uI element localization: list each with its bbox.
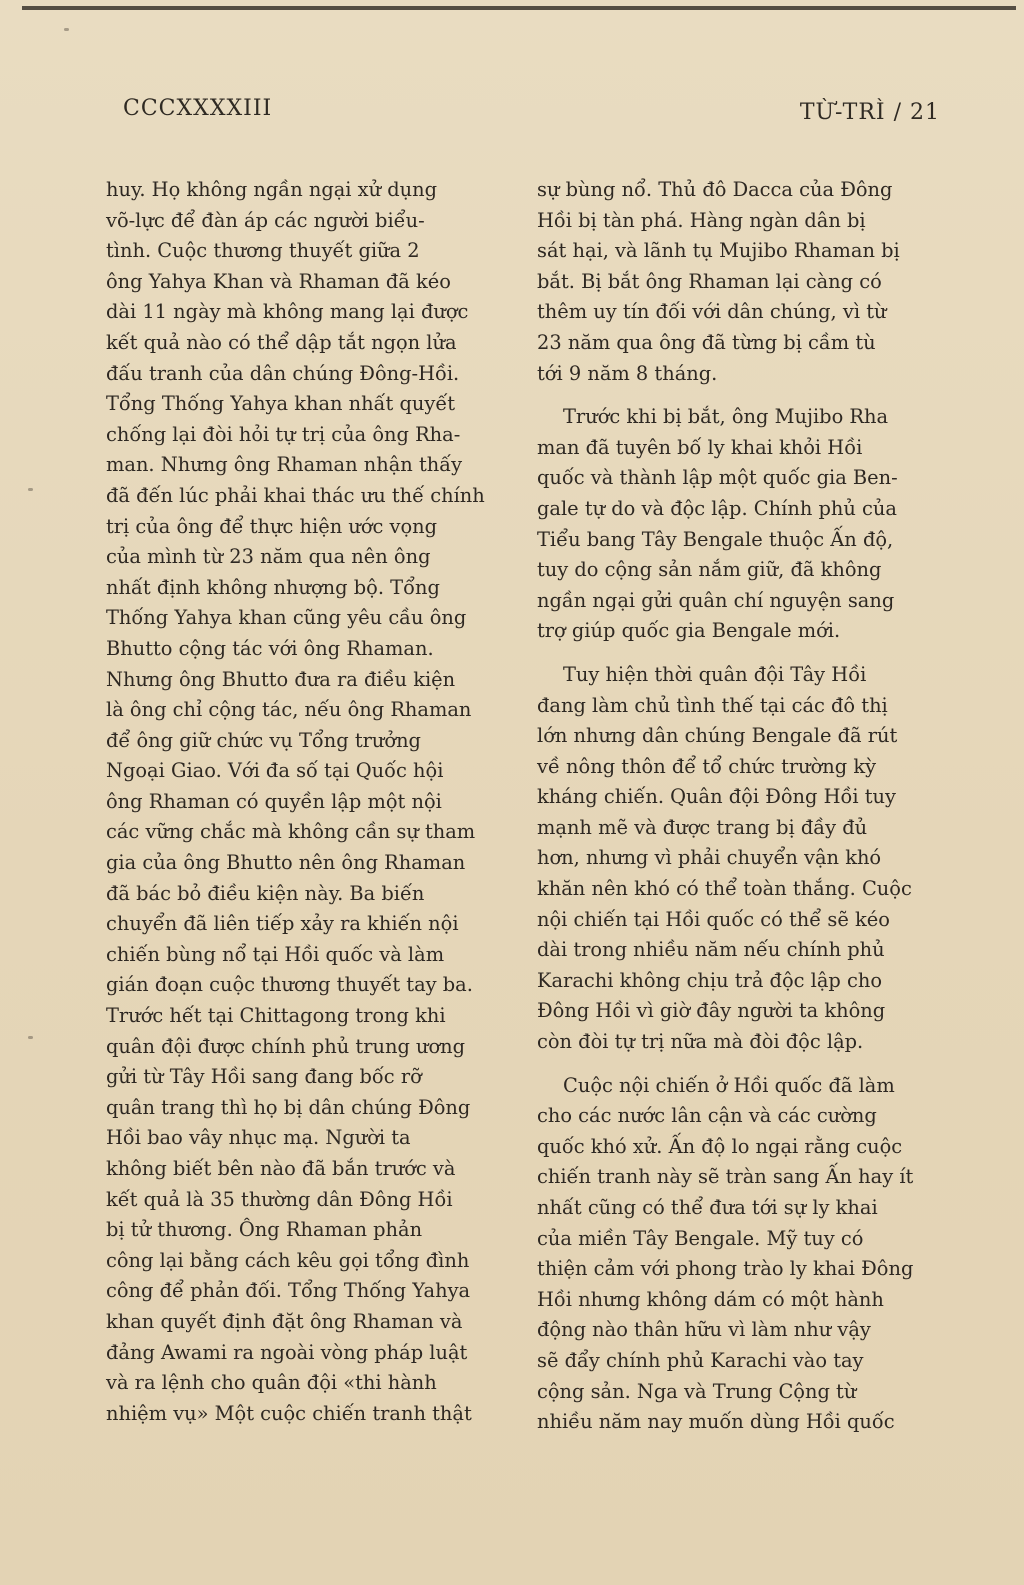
text-line: chuyển đã liên tiếp xảy ra khiến nội: [106, 912, 459, 936]
text-line: chiến tranh này sẽ tràn sang Ấn hay ít: [537, 1165, 914, 1189]
text-line: đảng Awami ra ngoài vòng pháp luật: [106, 1340, 468, 1364]
text-line: Bhutto cộng tác với ông Rhaman.: [106, 636, 434, 660]
text-line: Tổng Thống Yahya khan nhất quyết: [106, 392, 456, 416]
text-line: bắt. Bị bắt ông Rhaman lại càng có: [537, 269, 882, 293]
text-line: sẽ đẩy chính phủ Karachi vào tay: [537, 1348, 864, 1372]
text-line: đang làm chủ tình thế tại các đô thị: [537, 693, 888, 717]
text-line: huy. Họ không ngần ngại xử dụng: [106, 178, 438, 201]
text-line: trị của ông để thực hiện ước vọng: [106, 514, 438, 538]
text-line: quân trang thì họ bị dân chúng Đông: [106, 1095, 471, 1119]
text-line: khan quyết định đặt ông Rhaman và: [106, 1309, 463, 1333]
text-line: các vững chắc mà không cần sự tham: [106, 820, 476, 844]
text-line: tình. Cuộc thương thuyết giữa 2: [106, 239, 420, 263]
text-line: man đã tuyên bố ly khai khỏi Hồi: [537, 435, 863, 459]
text-line: cộng sản. Nga và Trung Cộng từ: [537, 1379, 857, 1403]
text-line: chống lại đòi hỏi tự trị của ông Rha-: [106, 422, 461, 446]
text-line: gia của ông Bhutto nên ông Rhaman: [106, 851, 466, 875]
text-line: chiến bùng nổ tại Hồi quốc và làm: [106, 942, 445, 966]
text-line: dài trong nhiều năm nếu chính phủ: [537, 938, 885, 962]
text-line: bị tử thương. Ông Rhaman phản: [106, 1218, 423, 1242]
text-line: tuy do cộng sản nắm giữ, đã không: [537, 558, 882, 582]
text-line: đấu tranh của dân chúng Đông-Hồi.: [106, 361, 460, 385]
text-line: Thống Yahya khan cũng yêu cầu ông: [106, 606, 467, 630]
text-line: gửi từ Tây Hồi sang đang bốc rỡ: [106, 1065, 422, 1089]
print-speck: [28, 488, 33, 491]
text-line: không biết bên nào đã bắn trước và: [106, 1157, 456, 1180]
text-line: Karachi không chịu trả độc lập cho: [537, 968, 883, 992]
top-border-rule: [22, 6, 1016, 10]
text-line: là ông chỉ cộng tác, nếu ông Rhaman: [106, 698, 472, 722]
text-line: dài 11 ngày mà không mang lại được: [106, 300, 469, 324]
text-line: còn đòi tự trị nữa mà đòi độc lập.: [537, 1030, 864, 1054]
text-line: nhất cũng có thể đưa tới sự ly khai: [537, 1196, 878, 1219]
text-line: và ra lệnh cho quân đội «thi hành: [106, 1371, 437, 1395]
text-line: Hồi nhưng không dám có một hành: [537, 1287, 884, 1311]
text-line: kháng chiến. Quân đội Đông Hồi tuy: [537, 785, 896, 809]
text-line: gale tự do và độc lập. Chính phủ của: [537, 496, 897, 520]
text-line: man. Nhưng ông Rhaman nhận thấy: [106, 453, 463, 477]
text-line: thêm uy tín đối với dân chúng, vì từ: [537, 300, 887, 324]
text-line: nhiều năm nay muốn dùng Hồi quốc: [537, 1410, 895, 1434]
paragraph-start-line: Cuộc nội chiến ở Hồi quốc đã làm: [563, 1073, 895, 1097]
text-line: Hồi bị tàn phá. Hàng ngàn dân bị: [537, 208, 866, 232]
print-speck: [28, 1036, 33, 1039]
text-line: mạnh mẽ và được trang bị đầy đủ: [537, 815, 868, 839]
text-line: của miền Tây Bengale. Mỹ tuy có: [537, 1226, 864, 1250]
text-line: cho các nước lân cận và các cường: [537, 1104, 877, 1128]
text-line: quân đội được chính phủ trung ương: [106, 1034, 466, 1058]
text-line: sự bùng nổ. Thủ đô Dacca của Đông: [537, 178, 893, 201]
text-line: ông Yahya Khan và Rhaman đã kéo: [106, 269, 451, 293]
left-text-column: [106, 175, 512, 1429]
text-line: quốc khó xử. Ấn độ lo ngại rằng cuộc: [537, 1134, 903, 1158]
text-line: ông Rhaman có quyền lập một nội: [106, 789, 442, 813]
text-line: 23 năm qua ông đã từng bị cầm tù: [537, 330, 876, 354]
running-header-title-page: TỪ-TRÌ / 21: [799, 100, 940, 125]
text-line: đã đến lúc phải khai thác ưu thế chính: [106, 483, 485, 507]
text-line: khăn nên khó có thể toàn thắng. Cuộc: [537, 877, 912, 901]
text-line: động nào thân hữu vì làm như vậy: [537, 1318, 871, 1342]
text-line: về nông thôn để tổ chức trường kỳ: [537, 754, 877, 778]
text-line: công lại bằng cách kêu gọi tổng đình: [106, 1248, 470, 1272]
text-line: công để phản đối. Tổng Thống Yahya: [106, 1279, 471, 1303]
text-line: kết quả nào có thể dập tắt ngọn lửa: [106, 330, 457, 354]
text-line: lớn nhưng dân chúng Bengale đã rút: [537, 724, 898, 748]
paragraph-start-line: Tuy hiện thời quân đội Tây Hồi: [563, 662, 867, 686]
text-line: quốc và thành lập một quốc gia Ben-: [537, 466, 898, 490]
text-line: gián đoạn cuộc thương thuyết tay ba.: [106, 973, 473, 997]
text-line: của mình từ 23 năm qua nên ông: [106, 545, 431, 569]
running-header-chapter: CCCXXXXIII: [123, 96, 273, 121]
text-line: Hồi bao vây nhục mạ. Người ta: [106, 1126, 411, 1150]
text-line: để ông giữ chức vụ Tổng trưởng: [106, 728, 421, 752]
text-line: nhất định không nhượng bộ. Tổng: [106, 575, 440, 599]
text-line: sát hại, và lãnh tụ Mujibo Rhaman bị: [537, 239, 900, 263]
text-line: Trước hết tại Chittagong trong khi: [106, 1004, 446, 1028]
text-line: hơn, nhưng vì phải chuyển vận khó: [537, 846, 882, 870]
text-line: ngần ngại gửi quân chí nguyện sang: [537, 588, 895, 612]
paragraph-start-line: Trước khi bị bắt, ông Mujibo Rha: [563, 405, 889, 429]
right-text-column: [537, 175, 939, 1438]
text-line: Tiểu bang Tây Bengale thuộc Ấn độ,: [537, 527, 894, 551]
text-line: đã bác bỏ điều kiện này. Ba biến: [106, 881, 425, 905]
text-line: Ngoại Giao. Với đa số tại Quốc hội: [106, 759, 444, 783]
text-line: võ-lực để đàn áp các người biểu-: [106, 208, 425, 232]
text-line: tới 9 năm 8 tháng.: [537, 361, 718, 385]
text-line: trợ giúp quốc gia Bengale mới.: [537, 619, 841, 643]
text-line: kết quả là 35 thường dân Đông Hồi: [106, 1187, 453, 1211]
text-line: Nhưng ông Bhutto đưa ra điều kiện: [106, 667, 456, 691]
text-line: thiện cảm với phong trào ly khai Đông: [537, 1257, 914, 1281]
print-speck: [64, 28, 69, 31]
text-line: Đông Hồi vì giờ đây người ta không: [537, 999, 886, 1023]
text-line: nhiệm vụ» Một cuộc chiến tranh thật: [106, 1401, 472, 1425]
text-line: nội chiến tại Hồi quốc có thể sẽ kéo: [537, 907, 890, 931]
